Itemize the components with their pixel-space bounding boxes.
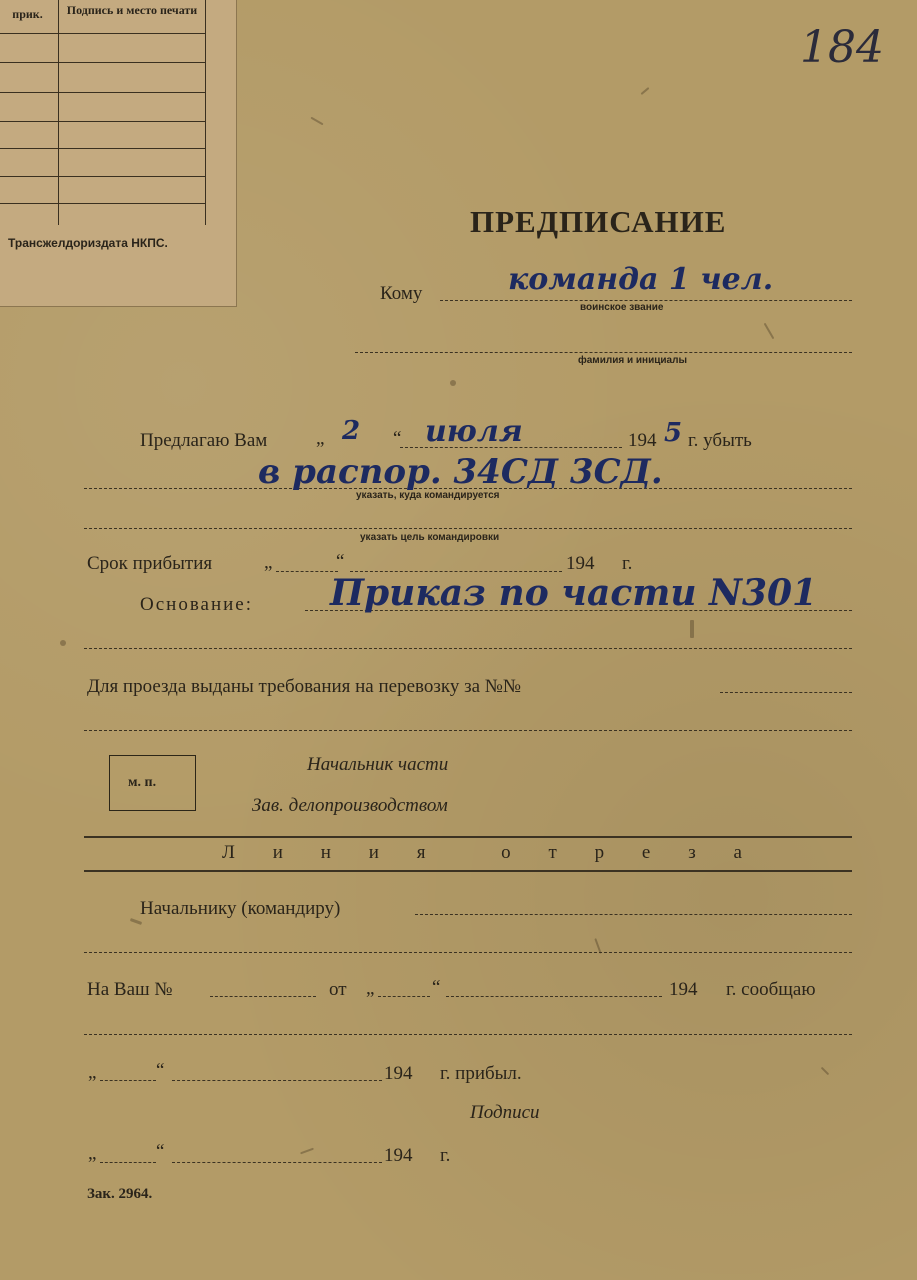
offer-open-quote: „: [316, 428, 325, 449]
counterfoil-stub: [0, 0, 237, 307]
reply-month-line: [446, 996, 662, 997]
publisher-imprint: Трансжелдориздата НКПС.: [8, 236, 168, 250]
arrival-day-line: [276, 571, 338, 572]
chief-signature-label: Начальник части: [307, 754, 449, 775]
to-rank-line: [440, 300, 852, 301]
clerk-signature-label: Зав. делопроизводством: [252, 795, 448, 816]
offer-destination: в распор. 34СД 3СД.: [258, 452, 663, 492]
sign-day-line: [100, 1162, 156, 1163]
offer-month: июля: [425, 414, 523, 449]
reply-no-line: [210, 996, 316, 997]
stub-rule: [0, 62, 205, 63]
reply-chief-line: [415, 914, 852, 915]
cut-letter: з: [688, 842, 696, 863]
hint-rank: воинское звание: [580, 302, 664, 313]
cut-line-caption: [222, 842, 742, 864]
hint-purpose: указать цель командировки: [360, 532, 500, 543]
basis-label: Основание:: [140, 594, 254, 615]
stub-rule: [0, 92, 205, 93]
offer-day: 2: [342, 416, 361, 446]
stub-col1-header: прик.: [12, 7, 43, 21]
stub-rule: [0, 176, 205, 177]
stub-divider: [205, 0, 206, 225]
travel-line: [720, 692, 852, 693]
cut-letter: я: [416, 842, 426, 863]
travel-line-2: [84, 730, 852, 731]
arrival-open-quote: „: [264, 552, 273, 573]
to-handwritten: команда 1 чел.: [508, 262, 774, 297]
stub-rule: [0, 33, 205, 34]
offer-year-prefix: 194: [628, 430, 657, 451]
paper-fleck: [60, 640, 66, 646]
offer-year-digit: 5: [664, 418, 683, 448]
basis-line-2: [84, 648, 852, 649]
cut-letter: т: [548, 842, 557, 863]
arrived-open-quote: „: [88, 1062, 97, 1083]
arrived-label: г. прибыл.: [440, 1063, 522, 1084]
reply-from: от: [329, 979, 347, 1000]
reply-day-line: [378, 996, 430, 997]
stub-rule: [0, 148, 205, 149]
offer-label: Предлагаю Вам: [140, 430, 268, 451]
arrival-suffix: г.: [622, 553, 633, 574]
reply-open-quote: „: [366, 978, 375, 999]
reply-report: г. сообщаю: [726, 979, 816, 1000]
reply-chief-line-2: [84, 952, 852, 953]
paper-fleck: [450, 380, 456, 386]
arrived-day-line: [100, 1080, 156, 1081]
cut-line-bottom: [84, 870, 852, 872]
arrived-month-line: [172, 1080, 382, 1081]
cut-letter: о: [501, 842, 511, 863]
reply-line-2: [84, 1034, 852, 1035]
arrived-close-quote: “: [156, 1060, 165, 1081]
paper-fleck: [821, 1067, 829, 1075]
reply-close-quote: “: [432, 977, 441, 998]
paper-fleck: [641, 87, 650, 95]
stamp-label: м. п.: [128, 775, 157, 790]
offer-close-quote: “: [393, 428, 402, 449]
cut-letter: р: [594, 842, 605, 863]
paper-fleck: [300, 1148, 314, 1155]
cut-letter: е: [641, 842, 651, 863]
paper-fleck: [764, 323, 775, 340]
cut-letter: и: [272, 842, 283, 863]
archive-number: 184: [800, 22, 884, 73]
sign-open-quote: „: [88, 1143, 97, 1164]
offer-suffix: г. убыть: [688, 430, 752, 451]
cut-letter: н: [320, 842, 331, 863]
sign-close-quote: “: [156, 1141, 165, 1162]
document-title: ПРЕДПИСАНИЕ: [470, 204, 727, 239]
basis-handwritten: Приказ по части N301: [330, 572, 818, 614]
stub-rule: [0, 203, 205, 204]
to-label: Кому: [380, 283, 423, 304]
order-number: Зак. 2964.: [87, 1186, 153, 1202]
sign-month-line: [172, 1162, 382, 1163]
to-name-line: [355, 352, 852, 353]
stub-col2-header: Подпись и место печати: [66, 3, 198, 17]
purpose-line: [84, 528, 852, 529]
reply-year1: 194: [669, 979, 698, 1000]
hint-name: фамилия и инициалы: [578, 355, 687, 366]
cut-line-top: [84, 836, 852, 838]
paper-fleck: [310, 117, 323, 126]
arrival-year: 194: [566, 553, 595, 574]
sign-year: 194: [384, 1145, 413, 1166]
stub-rule: [0, 121, 205, 122]
reply-signatures: Подписи: [470, 1102, 540, 1123]
cut-letter: и: [368, 842, 379, 863]
sign-year-suffix: г.: [440, 1145, 451, 1166]
reply-your-no: На Ваш №: [87, 979, 173, 1000]
cut-letter: Л: [222, 842, 235, 863]
cut-letter: а: [733, 842, 742, 863]
travel-label: Для проезда выданы требования на перевозку за №№: [87, 676, 522, 697]
arrived-year: 194: [384, 1063, 413, 1084]
paper-fleck: [690, 620, 694, 638]
hint-where: указать, куда командируется: [356, 490, 500, 501]
arrival-close-quote: “: [336, 551, 345, 572]
arrival-label: Срок прибытия: [87, 553, 213, 574]
reply-to-chief: Начальнику (командиру): [140, 898, 341, 919]
